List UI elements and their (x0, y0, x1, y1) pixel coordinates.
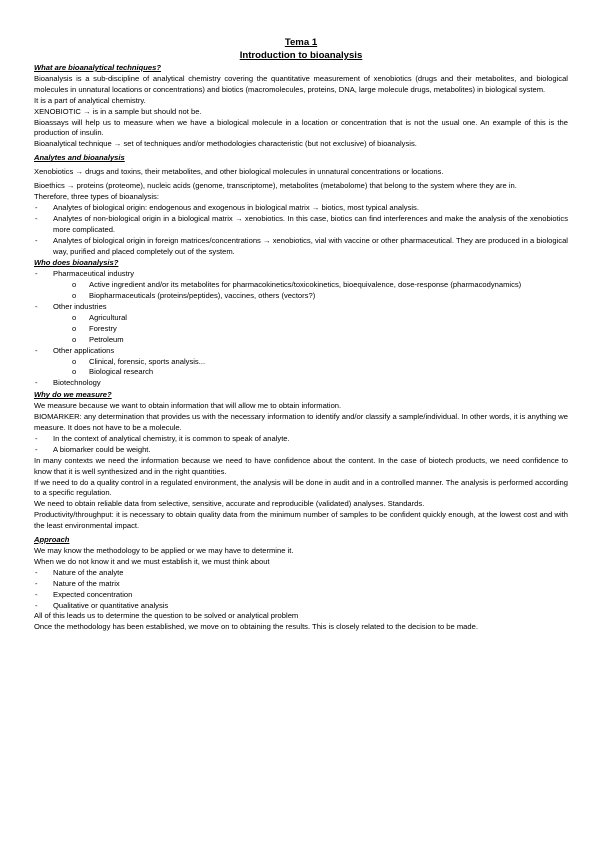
sub-list-item: o Clinical, forensic, sports analysis... (53, 357, 568, 368)
sub-list-item: o Forestry (53, 324, 568, 335)
paragraph: We measure because we want to obtain information that will allow me to obtain information. (34, 401, 342, 411)
paragraph: We need to obtain reliable data from selective, sensitive, accurate and reproducible (validated) analyses. Standards. (34, 499, 425, 509)
paragraph: All of this leads us to determine the question to be solved or analytical problem (34, 611, 299, 621)
paragraph: It is a part of analytical chemistry. (34, 95, 146, 105)
section-heading: What are bioanalytical techniques? (34, 63, 162, 72)
document-title: Introduction to bioanalysis (239, 50, 363, 61)
sub-list-item: o Active ingredient and/or its metabolites for pharmacokinetics/toxicokinetics, bioequivalence, dose-response (pharmacodynamics) (53, 280, 568, 291)
paragraph: Bioanalysis is a sub-discipline of analytical chemistry covering the quantitative measurement of xenobiotics (drugs and their metabolites, and biological molecules in unnatural locations or concentrations) and biotics (macromolecules, proteins, DNA, large molecule drugs, metabolites) in biological system. (34, 73, 568, 94)
list-item-label: - Other industries (53, 302, 107, 312)
list-item (34, 378, 568, 389)
list-item: - Analytes of non-biological origin in a biological matrix → xenobiotics. In this case, biotics can find interferences and make the analysis of the xenobiotics more complicated. (34, 214, 568, 236)
list-item: - Nature of the matrix (34, 579, 568, 590)
list-item: - Qualitative or quantitative analysis (34, 601, 568, 612)
list-item (34, 346, 568, 379)
paragraph: Bioassays will help us to measure when we have a biological molecule in a location or concentration that is not the usual one. An example of this is the production of insulin. (34, 117, 568, 138)
paragraph: We may know the methodology to be applied or we may have to determine it. (34, 545, 294, 555)
sub-list-item: o Biological research (53, 367, 568, 378)
list-item: - Analytes of biological origin: endogenous and exogenous in biological matrix → biotics, most typical analysis. (34, 203, 568, 214)
section-heading: Approach (34, 535, 70, 545)
paragraph: XENOBIOTIC → is in a sample but should not be. (34, 106, 202, 116)
list-item-label: - Other applications (53, 345, 115, 355)
list-item: - A biomarker could be weight. (34, 445, 568, 456)
paragraph: Productivity/throughput: it is necessary to obtain quality data from the minimum number of samples to be confident quickly enough, at the lowest cost and with the least environmental impact. (34, 510, 568, 531)
who-list (34, 269, 568, 389)
paragraph: If we need to do a quality control in a regulated environment, the analysis will be done in audit and in a controlled manner. The analysis is performed according to a specific regulation. (34, 477, 568, 498)
document-page (34, 36, 568, 633)
list-item: - In the context of analytical chemistry, it is common to speak of analyte. (34, 434, 568, 445)
paragraph: Xenobiotics → drugs and toxins, their metabolites, and other biological molecules in unnatural concentrations or locations. (34, 167, 444, 177)
list-item (34, 302, 568, 346)
bioanalysis-types-list (34, 203, 568, 258)
sub-list-item: o Petroleum (53, 335, 568, 346)
section-heading: Who does bioanalysis? (34, 258, 119, 268)
paragraph: Bioethics → proteins (proteome), nucleic acids (genome, transcriptome), metabolites (metabolome) that belong to the system where they are in. (34, 181, 517, 191)
sub-list-item: o Agricultural (53, 313, 568, 324)
approach-list (34, 568, 568, 612)
section-heading: Why do we measure? (34, 390, 112, 400)
list-item: - Expected concentration (34, 590, 568, 601)
paragraph: Bioanalytical technique → set of techniques and/or methodologies characteristic (but not exclusive) of bioanalysis. (34, 139, 417, 149)
list-item (34, 269, 568, 302)
sub-list-item: o Biopharmaceuticals (proteins/peptides), vaccines, others (vectors?) (53, 291, 568, 302)
sub-list (53, 357, 568, 379)
list-item-label: - Biotechnology (53, 378, 101, 388)
list-item: - Analytes of biological origin in foreign matrices/concentrations → xenobiotics, vial with vaccine or other pharmaceutical. They are produced in a biological way, purified and placed completely out of the system. (34, 236, 568, 258)
paragraph: BIOMARKER: any determination that provides us with the necessary information to identify and/or classify a sample/individual. In other words, it is anything we measure. It does not have to be a molecule. (34, 412, 568, 432)
paragraph: Therefore, three types of bioanalysis: (34, 191, 159, 201)
sub-list (53, 280, 568, 302)
paragraph: Once the methodology has been established, we move on to obtaining the results. This is closely related to the decision to be made. (34, 622, 478, 632)
paragraph: In many contexts we need the information because we need to have confidence about the content. In the case of biotech products, we need confidence to know that it is well synthesized and in the right quantities. (34, 455, 568, 476)
section-heading: Analytes and bioanalysis (34, 153, 125, 163)
document-title-number: Tema 1 (284, 37, 318, 48)
list-item-label: - Pharmaceutical industry (53, 269, 135, 279)
paragraph: When we do not know it and we must establish it, we must think about (34, 556, 270, 566)
list-item: - Nature of the analyte (34, 568, 568, 579)
sub-list (53, 313, 568, 346)
biomarker-list (34, 434, 568, 456)
